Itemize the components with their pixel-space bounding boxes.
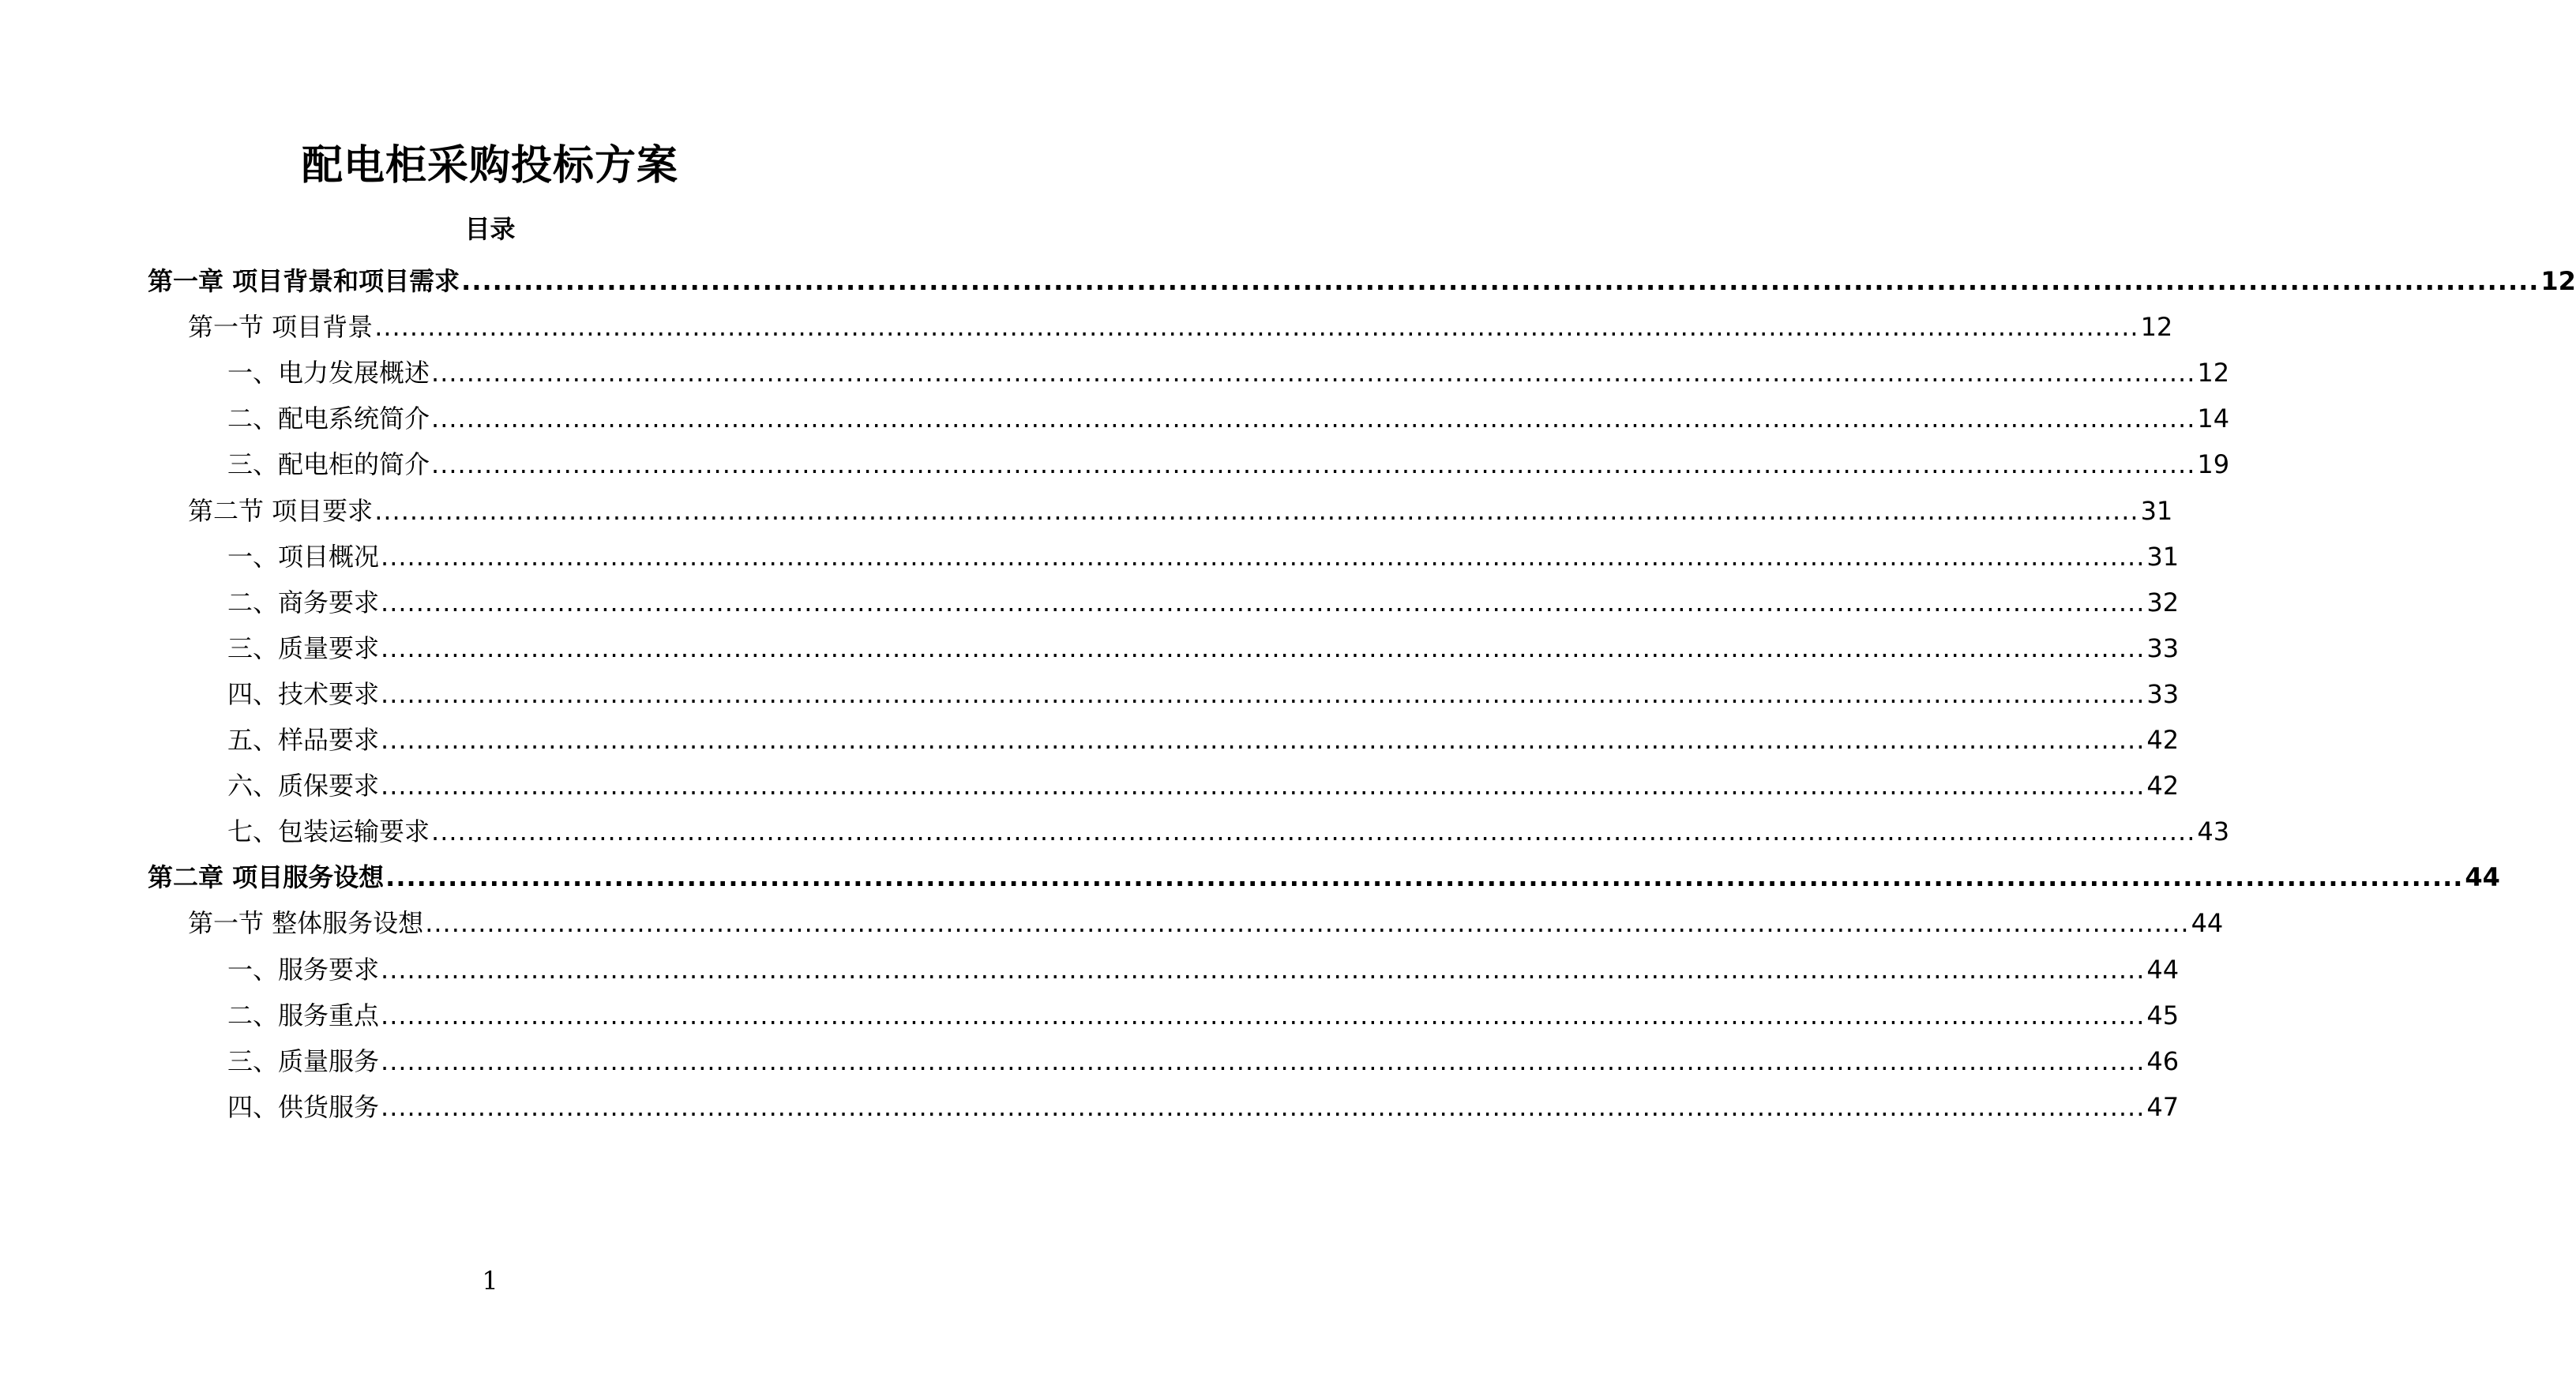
toc-entry[interactable] (188, 489, 2173, 528)
toc-entry[interactable] (227, 809, 2230, 849)
toc-entry-page: 32 (2146, 587, 2180, 617)
toc-entry-label: 四、供货服务 (227, 1091, 380, 1122)
toc-entry-label: 四、技术要求 (227, 678, 380, 709)
toc-entry[interactable] (227, 764, 2180, 803)
toc-entry-label: 七、包装运输要求 (227, 816, 430, 847)
toc-entry-page: 31 (2140, 495, 2173, 526)
page-number: 1 (482, 1266, 498, 1296)
toc-leader-dots: ........................................................................................................................................................................................................ (461, 266, 2540, 296)
toc-entry[interactable] (227, 993, 2180, 1033)
toc-entry-page: 14 (2197, 403, 2230, 434)
toc-leader-dots: ........................................................................................................................................................................................................ (381, 1091, 2146, 1122)
toc-leader-dots: ........................................................................................................................................................................................................ (385, 862, 2464, 893)
toc-entry-label: 第二节 项目要求 (188, 495, 374, 526)
toc-entry-label: 三、质量服务 (227, 1045, 380, 1076)
toc-leader-dots: ........................................................................................................................................................................................................ (425, 908, 2190, 939)
toc-heading: 目录 (464, 214, 516, 244)
toc-entry-label: 第一节 整体服务设想 (188, 908, 424, 939)
toc-leader-dots: ........................................................................................................................................................................................................ (431, 449, 2196, 480)
toc-entry[interactable] (227, 535, 2180, 574)
toc-entry[interactable] (227, 672, 2180, 711)
toc-leader-dots: ........................................................................................................................................................................................................ (381, 954, 2146, 985)
toc-leader-dots: ........................................................................................................................................................................................................ (381, 771, 2146, 801)
document-title: 配电柜采购投标方案 (301, 142, 678, 190)
toc-entry[interactable] (148, 259, 2576, 298)
toc-entry[interactable] (227, 442, 2230, 482)
toc-entry[interactable] (227, 718, 2180, 757)
toc-leader-dots: ........................................................................................................................................................................................................ (381, 678, 2146, 709)
toc-entry[interactable] (227, 351, 2230, 390)
toc-entry-page: 44 (2146, 954, 2180, 985)
toc-entry-page: 43 (2197, 816, 2230, 847)
toc-entry-page: 45 (2146, 1000, 2180, 1030)
toc-entry-label: 二、配电系统简介 (227, 403, 430, 434)
toc-entry-page: 33 (2146, 632, 2180, 663)
toc-entry-page: 12 (2197, 358, 2230, 388)
toc-entry[interactable] (188, 901, 2224, 940)
toc-entry-page: 12 (2540, 266, 2576, 296)
toc-leader-dots: ........................................................................................................................................................................................................ (381, 541, 2146, 572)
toc-entry-page: 33 (2146, 678, 2180, 709)
toc-entry-page: 46 (2146, 1045, 2180, 1076)
toc-leader-dots: ........................................................................................................................................................................................................ (381, 1045, 2146, 1076)
toc-entry-label: 二、商务要求 (227, 587, 380, 617)
toc-entry-page: 42 (2146, 725, 2180, 755)
toc-leader-dots: ........................................................................................................................................................................................................ (374, 495, 2139, 526)
toc-leader-dots: ........................................................................................................................................................................................................ (431, 403, 2196, 434)
toc-entry-page: 19 (2197, 449, 2230, 480)
toc-entry[interactable] (148, 855, 2500, 895)
toc-entry-label: 第二章 项目服务设想 (148, 862, 385, 893)
toc-entry-page: 31 (2146, 541, 2180, 572)
toc-entry[interactable] (227, 396, 2230, 436)
toc-leader-dots: ........................................................................................................................................................................................................ (381, 725, 2146, 755)
toc-entry[interactable] (227, 1039, 2180, 1079)
toc-entry-label: 六、质保要求 (227, 771, 380, 801)
toc-leader-dots: ........................................................................................................................................................................................................ (431, 358, 2196, 388)
toc-entry-label: 五、样品要求 (227, 725, 380, 755)
toc-entry[interactable] (227, 948, 2180, 987)
toc-entry-page: 47 (2146, 1091, 2180, 1122)
toc-entry-label: 第一节 项目背景 (188, 312, 374, 343)
toc-entry-page: 42 (2146, 771, 2180, 801)
toc-entry-page: 44 (2191, 908, 2224, 939)
toc-entry-label: 一、服务要求 (227, 954, 380, 985)
toc-leader-dots: ........................................................................................................................................................................................................ (431, 816, 2196, 847)
toc-leader-dots: ........................................................................................................................................................................................................ (381, 1000, 2146, 1030)
toc-entry-label: 第一章 项目背景和项目需求 (148, 266, 460, 296)
toc-entry-label: 二、服务重点 (227, 1000, 380, 1030)
toc-entry-label: 一、电力发展概述 (227, 358, 430, 388)
toc-leader-dots: ........................................................................................................................................................................................................ (374, 312, 2139, 343)
toc-entry[interactable] (227, 626, 2180, 666)
toc-entry[interactable] (227, 580, 2180, 620)
toc-entry[interactable] (188, 305, 2173, 344)
toc-leader-dots: ........................................................................................................................................................................................................ (381, 632, 2146, 663)
toc-entry-page: 12 (2140, 312, 2173, 343)
toc-leader-dots: ........................................................................................................................................................................................................ (381, 587, 2146, 617)
toc-entry[interactable] (227, 1085, 2180, 1124)
toc-entry-label: 三、质量要求 (227, 632, 380, 663)
toc-entry-label: 三、配电柜的简介 (227, 449, 430, 480)
toc-entry-page: 44 (2465, 862, 2500, 893)
toc-entry-label: 一、项目概况 (227, 541, 380, 572)
